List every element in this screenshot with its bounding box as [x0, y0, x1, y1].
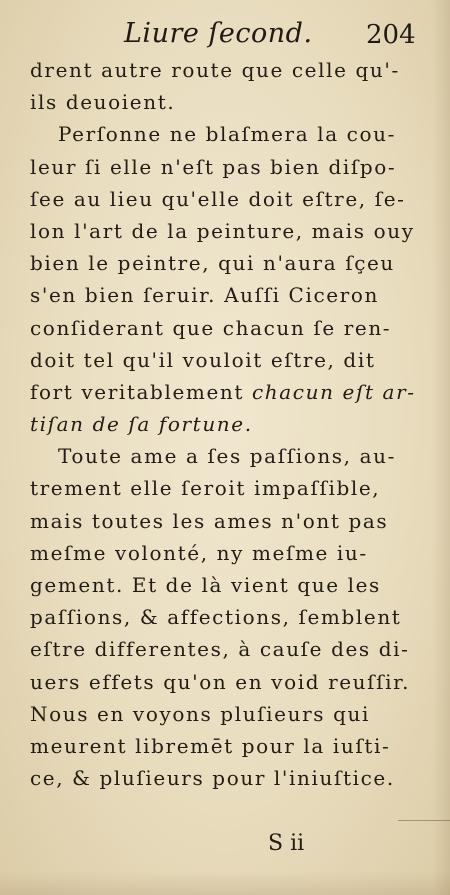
running-head: Liure ſecond.	[124, 18, 313, 49]
text-line: mais toutes les ames n'ont pas	[30, 508, 389, 533]
text-line: paſſions, & affections, ſemblent	[30, 605, 402, 630]
text-line: ce, & pluſieurs pour l'iniuſtice.	[30, 766, 395, 791]
text-line: doit tel qu'il vouloit eſtre, dit	[30, 347, 376, 372]
page-fold-shadow	[432, 0, 450, 895]
text-line: s'en bien ſeruir. Auſſi Ciceron	[30, 283, 379, 308]
text-line: meurent libremēt pour la iuſti-	[30, 733, 391, 758]
text-line: ils deuoient.	[30, 90, 176, 115]
body-text	[30, 54, 420, 794]
paragraph-first-line: Perſonne ne blaſmera la cou-	[58, 122, 396, 147]
page-number: 204	[366, 20, 416, 50]
text-line: lon l'art de la peinture, mais ouy	[30, 218, 415, 243]
text-line: meſme volonté, ny meſme iu-	[30, 540, 368, 565]
text-line: uers effets qu'on en void reuſſir.	[30, 669, 411, 694]
paragraph-first-line: Toute ame a ſes paſſions, au-	[58, 444, 396, 469]
signature-mark: S ii	[268, 831, 305, 856]
text-line: eſtre differentes, à cauſe des di-	[30, 637, 410, 662]
text-line: drent autre route que celle qu'-	[30, 58, 400, 82]
page-bottom-edge	[0, 871, 450, 895]
text-line: trement elle ſeroit impaſſible,	[30, 476, 381, 501]
text-line	[30, 408, 420, 440]
text-line: fort veritablement chacun eſt ar-	[30, 379, 416, 404]
text-line: ſee au lieu qu'elle doit eſtre, ſe-	[30, 186, 406, 211]
text-line: gement. Et de là vient que les	[30, 573, 381, 597]
text-line: conſiderant que chacun ſe ren-	[30, 315, 392, 340]
italic-quote: tiſan de ſa fortune.	[30, 412, 253, 437]
text-line: bien le peintre, qui n'aura ſçeu	[30, 251, 395, 276]
italic-quote: chacun eſt ar-	[251, 379, 416, 404]
text-line: Nous en voyons pluſieurs qui	[30, 701, 370, 726]
text-line: leur ſi elle n'eſt pas bien diſpo-	[30, 154, 397, 179]
page-header	[0, 18, 450, 58]
footer-rule	[398, 820, 450, 821]
